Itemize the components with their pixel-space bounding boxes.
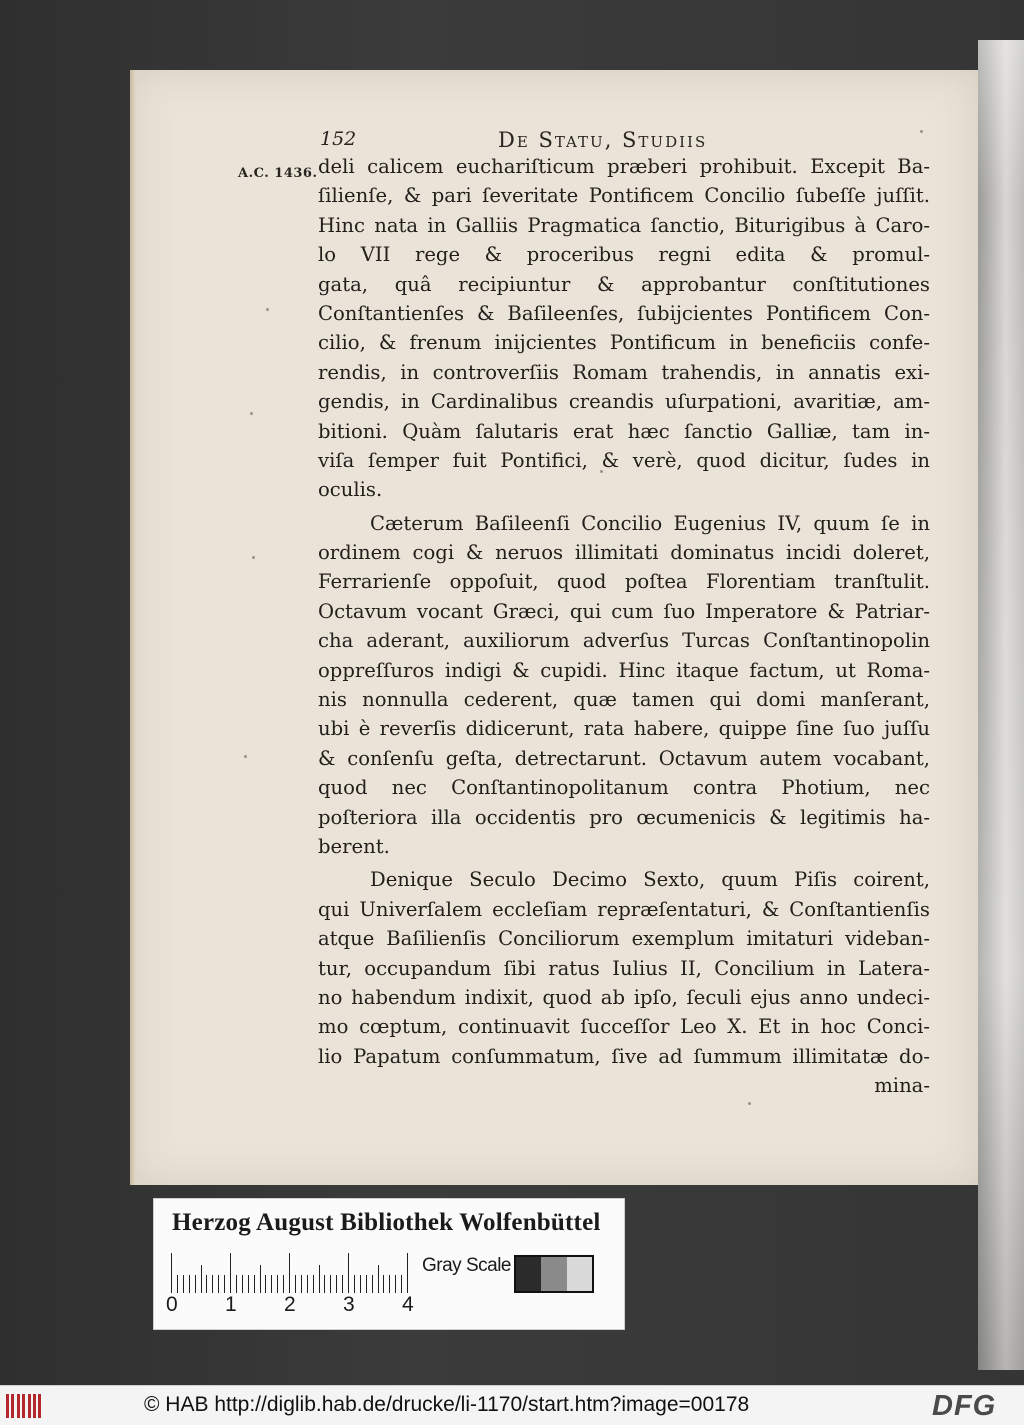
ruler-tick — [171, 1253, 172, 1293]
hab-logo-icon — [6, 1394, 44, 1418]
ruler-tick — [254, 1275, 255, 1293]
paragraph-3 — [318, 865, 930, 1100]
ruler-number: 1 — [225, 1293, 237, 1316]
paragraph-2 — [318, 509, 930, 862]
ruler-tick — [395, 1275, 396, 1293]
ruler-tick — [330, 1275, 331, 1293]
ruler-tick — [389, 1275, 390, 1293]
ruler-tick — [265, 1275, 266, 1293]
ruler-tick — [230, 1253, 231, 1293]
ruler-tick — [248, 1275, 249, 1293]
text-line: berent. — [318, 834, 390, 858]
ruler-tick — [336, 1275, 337, 1293]
ruler-tick — [324, 1275, 325, 1293]
ruler-number: 0 — [166, 1293, 178, 1316]
ruler-tick — [307, 1275, 308, 1293]
page-number: 152 — [320, 128, 357, 150]
ruler-tick — [342, 1275, 343, 1293]
ruler-tick — [260, 1265, 261, 1293]
library-label-card — [153, 1198, 625, 1330]
ruler-tick — [295, 1275, 296, 1293]
text-line: qui Univerſalem eccleſiam repræſentaturi, & Conſtantienſis — [318, 897, 930, 921]
body-text — [318, 152, 930, 1101]
text-line: cilio, & frenum inijcientes Pontificum in beneficiis confe- — [318, 331, 930, 355]
text-line: ordinem cogi & neruos illimitati dominatus incidi doleret, — [318, 541, 930, 565]
running-head — [320, 128, 935, 154]
ruler-tick — [366, 1275, 367, 1293]
text-line: lio Papatum conſummatum, ſive ad ſummum illimitatæ do- — [318, 1044, 930, 1068]
text-line: lo VII rege & proceribus regni edita & promul- — [318, 243, 930, 267]
dfg-logo: DFG — [932, 1390, 997, 1422]
text-line: mo cœptum, continuavit ſucceſſor Leo X. Et in hoc Conci- — [318, 1015, 930, 1039]
ruler-tick — [271, 1275, 272, 1293]
text-line: Denique Seculo Decimo Sexto, quum Piſis coirent, — [370, 868, 930, 892]
ruler-tick — [277, 1275, 278, 1293]
page-gutter-edge — [130, 70, 136, 1185]
ruler-tick — [283, 1275, 284, 1293]
text-line: oppreſſuros indigi & cupidi. Hinc itaque factum, ut Roma- — [318, 658, 930, 682]
ruler-tick — [319, 1265, 320, 1293]
ruler-number: 2 — [284, 1293, 296, 1316]
text-line: Cæterum Baſileenſi Concilio Eugenius IV, quum ſe in — [370, 511, 930, 535]
text-line: quod nec Conſtantinopolitanum contra Photium, nec — [318, 776, 930, 800]
ruler-tick — [201, 1265, 202, 1293]
text-line: Hinc nata in Galliis Pragmatica ſanctio, Biturigibus à Caro- — [318, 213, 930, 237]
text-line: Octavum vocant Græci, qui cum ſuo Imperatore & Patriar- — [318, 599, 930, 623]
ruler-tick — [407, 1253, 408, 1293]
text-line: Conſtantienſes & Baſileenſes, ſubijcientes Pontificem Con- — [318, 301, 930, 325]
text-line: ubi è reverſis didicerunt, rata habere, quippe ſine ſuo juſſu — [318, 717, 930, 741]
footer-bar — [0, 1385, 1024, 1425]
adjacent-page-edge — [978, 40, 1024, 1370]
text-line: & conſenſu geſta, detrectarunt. Octavum autem vocabant, — [318, 746, 930, 770]
ruler-tick — [313, 1275, 314, 1293]
scale-ruler — [171, 1253, 411, 1293]
ruler-tick — [289, 1253, 290, 1293]
catchword: mina- — [874, 1074, 930, 1098]
paragraph-1 — [318, 152, 930, 505]
gray-scale-swatches — [514, 1255, 594, 1293]
text-line: bitioni. Quàm ſalutaris erat hæc ſanctio Galliæ, tam in- — [318, 419, 930, 443]
ruler-tick — [348, 1253, 349, 1293]
text-line: gendis, in Cardinalibus creandis uſurpationi, avaritiæ, am- — [318, 390, 930, 414]
ruler-tick — [383, 1275, 384, 1293]
ruler-tick — [242, 1275, 243, 1293]
gray-swatch — [567, 1257, 592, 1291]
text-line: nis nonnulla cederent, quæ tamen qui domi manſerant, — [318, 688, 930, 712]
text-line: rendis, in controverſiis Romam trahendis, in annatis exi- — [318, 360, 930, 384]
text-line: oculis. — [318, 478, 383, 502]
ruler-tick — [183, 1275, 184, 1293]
ruler-tick — [236, 1275, 237, 1293]
ruler-tick — [378, 1265, 379, 1293]
ruler-tick — [354, 1275, 355, 1293]
text-line: tur, occupandum ſibi ratus Iulius II, Concilium in Latera- — [318, 956, 930, 980]
ruler-tick — [301, 1275, 302, 1293]
running-title: De Statu, Studiis — [498, 128, 708, 152]
text-line: gata, quâ recipiuntur & approbantur conſtitutiones — [318, 272, 930, 296]
text-line: Ferrarienſe oppoſuit, quod poſtea Florentiam tranſtulit. — [318, 570, 930, 594]
text-line: deli calicem euchariſticum præberi prohibuit. Excepit Ba- — [318, 155, 930, 178]
library-name: Herzog August Bibliothek Wolfenbüttel — [172, 1209, 601, 1236]
ruler-tick — [401, 1275, 402, 1293]
margin-note: A.C. 1436. — [238, 166, 318, 181]
ruler-tick — [206, 1275, 207, 1293]
ruler-tick — [195, 1275, 196, 1293]
ruler-tick — [212, 1275, 213, 1293]
ruler-number: 4 — [402, 1293, 414, 1316]
gray-swatch — [516, 1257, 541, 1291]
ruler-tick — [177, 1275, 178, 1293]
text-line: atque Baſilienſis Conciliorum exemplum imitaturi videban- — [318, 927, 930, 951]
text-line: no habendum indixit, quod ab ipſo, ſeculi ejus anno undeci- — [318, 985, 930, 1009]
ruler-number: 3 — [343, 1293, 355, 1316]
text-line: cha aderant, auxiliorum adverſus Turcas Conſtantinopolin — [318, 629, 930, 653]
ruler-tick — [372, 1275, 373, 1293]
ruler-tick — [218, 1275, 219, 1293]
copyright-url: © HAB http://diglib.hab.de/drucke/li-1170/start.htm?image=00178 — [144, 1393, 750, 1416]
ruler-tick — [224, 1275, 225, 1293]
ruler-tick — [189, 1275, 190, 1293]
text-line: ſilienſe, & pari ſeveritate Pontificem Concilio ſubeſſe juſſit. — [318, 184, 930, 208]
ruler-tick — [360, 1275, 361, 1293]
gray-scale-label: Gray Scale — [422, 1255, 511, 1276]
text-line: poſteriora illa occidentis pro œcumenicis & legitimis ha- — [318, 805, 930, 829]
text-line: viſa ſemper fuit Pontifici, & verè, quod dicitur, ſudes in — [318, 448, 930, 472]
gray-swatch — [541, 1257, 566, 1291]
